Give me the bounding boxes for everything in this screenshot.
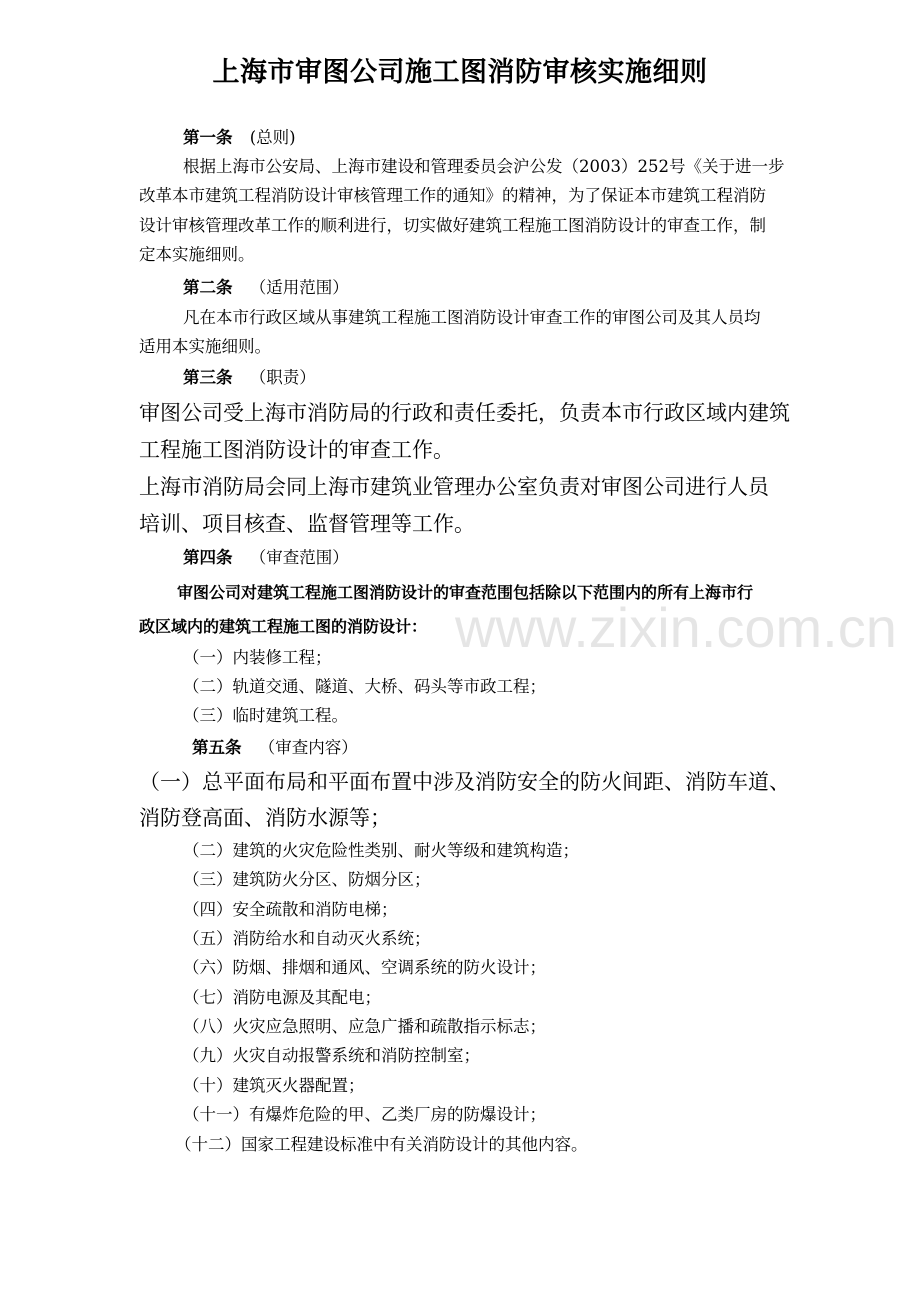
article-4-line: 政区域内的建筑工程施工图的消防设计： [139, 617, 428, 636]
article-1-heading [183, 130, 296, 147]
article-2-heading [183, 280, 349, 297]
article-heading-label: 第一条 [183, 128, 233, 147]
article-5-item: （八）火灾应急照明、应急广播和疏散指示标志； [183, 1017, 546, 1036]
article-5-item: （九）火灾自动报警系统和消防控制室； [183, 1046, 480, 1065]
article-heading-label: 第四条 [183, 548, 233, 567]
article-heading-label: 第二条 [183, 278, 233, 297]
article-5-heading [192, 740, 358, 757]
article-3-line: 工程施工图消防设计的审查工作。 [139, 438, 454, 462]
article-5-item: （一）总平面布局和平面布置中涉及消防安全的防火间距、消防车道、 [139, 770, 790, 794]
article-3-line: 上海市消防局会同上海市建筑业管理办公室负责对审图公司进行人员 [139, 475, 769, 499]
document-title: 上海市审图公司施工图消防审核实施细则 [212, 57, 708, 88]
article-subtitle: （审查内容） [258, 738, 358, 757]
article-3-line: 审图公司受上海市消防局的行政和责任委托，负责本市行政区域内建筑 [139, 401, 790, 425]
article-2-line: 适用本实施细则。 [139, 337, 271, 356]
article-1-line: 定本实施细则。 [139, 245, 255, 264]
article-5-item: （十一）有爆炸危险的甲、乙类厂房的防爆设计； [183, 1105, 546, 1124]
article-5-item: （四）安全疏散和消防电梯； [183, 900, 398, 919]
article-subtitle: （审查范围） [249, 548, 349, 567]
article-5-item: （六）防烟、排烟和通风、空调系统的防火设计； [183, 958, 546, 977]
article-5-item: （五）消防给水和自动灭火系统； [183, 929, 431, 948]
article-3-heading [183, 370, 316, 387]
article-heading-label: 第五条 [192, 738, 242, 757]
article-4-item: （三）临时建筑工程。 [183, 706, 348, 725]
article-subtitle: (总则) [249, 128, 296, 147]
article-5-item: （三）建筑防火分区、防烟分区； [183, 870, 431, 889]
article-1-line: 设计审核管理改革工作的顺利进行，切实做好建筑工程施工图消防设计的审查工作，制 [139, 216, 766, 235]
article-4-heading [183, 550, 349, 567]
watermark: www.zixin.com.cn [455, 596, 897, 659]
article-heading-label: 第三条 [183, 368, 233, 387]
article-1-line: 改革本市建筑工程消防设计审核管理工作的通知》的精神，为了保证本市建筑工程消防 [139, 186, 766, 205]
article-4-item: （二）轨道交通、隧道、大桥、码头等市政工程； [183, 677, 546, 696]
article-3-line: 培训、项目核查、监督管理等工作。 [139, 512, 475, 536]
article-5-item: （十二）国家工程建设标准中有关消防设计的其他内容。 [175, 1135, 588, 1154]
article-2-line: 凡在本市行政区域从事建筑工程施工图消防设计审查工作的审图公司及其人员均 [183, 308, 761, 327]
article-1-line: 根据上海市公安局、上海市建设和管理委员会沪公发（2003）252号《关于进一步 [183, 157, 785, 176]
article-5-item: （十）建筑灭火器配置； [183, 1076, 365, 1095]
article-4-item: （一）内装修工程； [183, 648, 332, 667]
article-4-line: 审图公司对建筑工程施工图消防设计的审查范围包括除以下范围内的所有上海市行 [177, 583, 754, 602]
article-subtitle: （职责） [249, 368, 316, 387]
article-5-item: （七）消防电源及其配电； [183, 988, 381, 1007]
article-subtitle: （适用范围） [249, 278, 349, 297]
article-5-item: 消防登高面、消防水源等； [139, 806, 391, 830]
article-5-item: （二）建筑的火灾危险性类别、耐火等级和建筑构造； [183, 841, 579, 860]
